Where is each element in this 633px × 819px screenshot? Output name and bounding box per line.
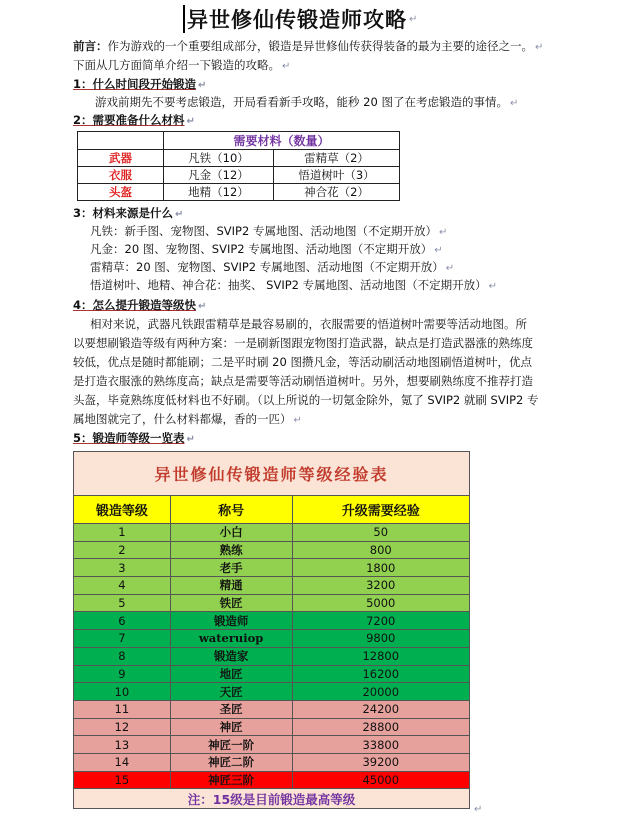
- paragraph-line: [73, 354, 532, 371]
- material-1: 地精（12）: [164, 184, 274, 201]
- paragraph-mark-icon: ↵: [409, 13, 418, 25]
- title-cell: 精通: [170, 577, 292, 595]
- paragraph-mark-icon: ↵: [186, 116, 195, 127]
- title-cell: 锻造师: [170, 612, 292, 630]
- paragraph-text: 以要想刷锻造等级有两种方案：一是刷新图跟宠物图打造武器，缺点是打造武器涨的熟练度: [73, 336, 533, 350]
- title-cell: 小白: [170, 524, 292, 542]
- text-cursor: [183, 5, 185, 33]
- material-category: 武器: [78, 150, 164, 167]
- paragraph-mark-icon: ↵: [445, 263, 455, 274]
- paragraph-line: [73, 392, 539, 409]
- paragraph-text: 是打造衣服涨的熟练度高；缺点是需要等活动刷悟道树叶。另外，想要刷熟练度不推荐打造: [73, 374, 533, 388]
- paragraph-line: [73, 373, 533, 390]
- level-cell: 6: [74, 612, 171, 630]
- exp-cell: 3200: [292, 577, 470, 595]
- table-row: [74, 630, 470, 648]
- table-row: [74, 524, 470, 542]
- source-line: [90, 241, 443, 259]
- paragraph-mark-icon: ↵: [488, 281, 498, 292]
- exp-cell: 1800: [292, 559, 470, 577]
- exp-cell: 20000: [292, 683, 470, 701]
- paragraph-mark-icon: ↵: [293, 415, 302, 426]
- source-text: 雷精草：20 图、宠物图、SVIP2 专属地图、活动地图（不定期开放）: [90, 260, 444, 274]
- title-cell: wateruiop: [170, 630, 292, 648]
- source-line: [90, 277, 497, 295]
- level-cell: 1: [74, 524, 171, 542]
- table-row: [74, 683, 470, 701]
- level-cell: 10: [74, 683, 171, 701]
- column-header: 锻造等级: [74, 496, 171, 524]
- table-row: [74, 700, 470, 718]
- title-cell: 老手: [170, 559, 292, 577]
- table-row: [74, 753, 470, 771]
- table-row: [74, 541, 470, 559]
- level-table: [73, 451, 470, 809]
- table-row: [74, 647, 470, 665]
- level-cell: 5: [74, 594, 171, 612]
- intro-text-2: 下面从几方面简单介绍一下锻造的攻略。: [73, 58, 280, 72]
- paragraph-text: 相对来说，武器凡铁跟雷精草是最容易刷的，衣服需要的悟道树叶需要等活动地图。所: [90, 317, 527, 331]
- title-cell: 锻造家: [170, 647, 292, 665]
- title-cell: 神匠二阶: [170, 753, 292, 771]
- table-row: [74, 577, 470, 595]
- section-5-heading: [73, 430, 195, 448]
- section-1-text: [95, 94, 518, 112]
- paragraph-mark-icon: ↵: [282, 61, 291, 72]
- source-text: 悟道树叶、地精、神合花：抽奖、 SVIP2 专属地图、活动地图（不定期开放）: [90, 278, 487, 292]
- paragraph-mark-icon: ↵: [198, 80, 207, 91]
- level-table-note: 注：15级是目前锻造最高等级: [74, 789, 470, 809]
- source-line: [90, 223, 447, 241]
- section-1-heading: [73, 76, 206, 94]
- title-cell: 地匠: [170, 665, 292, 683]
- level-cell: 11: [74, 700, 171, 718]
- materials-row: [78, 184, 400, 201]
- section-2-heading: [73, 112, 195, 130]
- paragraph-line: [90, 316, 527, 333]
- exp-cell: 12800: [292, 647, 470, 665]
- exp-cell: 16200: [292, 665, 470, 683]
- materials-table-header: 需要材料（数量）: [164, 132, 400, 150]
- material-2: 神合花（2）: [274, 184, 400, 201]
- section-3-heading: [73, 205, 183, 223]
- level-cell: 14: [74, 753, 171, 771]
- level-table-title: 异世修仙传锻造师等级经验表: [74, 452, 470, 496]
- level-cell: 4: [74, 577, 171, 595]
- source-text: 凡铁：新手图、宠物图、SVIP2 专属地图、活动地图（不定期开放）: [90, 224, 437, 238]
- exp-cell: 50: [292, 524, 470, 542]
- paragraph-text: 较低，优点是随时都能刷；二是平时刷 20 图攒凡金，等活动刷活动地图刷悟道树叶，优点: [73, 355, 532, 369]
- materials-table: [77, 131, 400, 201]
- level-table-header-row: [74, 496, 470, 524]
- intro-text-1: 作为游戏的一个重要组成部分，锻造是异世修仙传获得装备的最为主要的途径之一。: [107, 39, 533, 53]
- table-row: [74, 771, 470, 789]
- section-5-heading-text: 5：锻造师等级一览表: [73, 431, 185, 445]
- title-cell: 圣匠: [170, 700, 292, 718]
- material-2: 雷精草（2）: [274, 150, 400, 167]
- title-cell: 神匠: [170, 718, 292, 736]
- paragraph-mark-icon: ↵: [535, 42, 544, 53]
- paragraph-text: 属地图就完了，什么材料都爆，香的一匹）: [73, 412, 292, 426]
- table-row: [74, 718, 470, 736]
- level-cell: 2: [74, 541, 171, 559]
- paragraph-line: [73, 411, 302, 429]
- column-header: 升级需要经验: [292, 496, 470, 524]
- table-row: [74, 559, 470, 577]
- section-3-heading-text: 3：材料来源是什么: [73, 206, 174, 220]
- paragraph-mark-icon: ↵: [438, 227, 448, 238]
- intro-line-1: [73, 38, 543, 56]
- level-cell: 12: [74, 718, 171, 736]
- section-4-heading: [73, 297, 206, 315]
- page-title: 异世修仙传锻造师攻略: [187, 8, 407, 32]
- level-cell: 15: [74, 771, 171, 789]
- section-4-heading-text: 4：怎么提升锻造等级快: [73, 298, 197, 312]
- exp-cell: 24200: [292, 700, 470, 718]
- materials-table-corner: [78, 132, 164, 150]
- intro-label: 前言：: [73, 39, 108, 53]
- material-category: 衣服: [78, 167, 164, 184]
- source-line: [90, 259, 454, 277]
- column-header: 称号: [170, 496, 292, 524]
- material-1: 凡铁（10）: [164, 150, 274, 167]
- paragraph-mark-icon: ↵: [509, 98, 519, 109]
- material-1: 凡金（12）: [164, 167, 274, 184]
- title-cell: 神匠一阶: [170, 736, 292, 754]
- exp-cell: 33800: [292, 736, 470, 754]
- section-1-heading-text: 1：什么时间段开始锻造: [73, 77, 197, 91]
- exp-cell: 28800: [292, 718, 470, 736]
- paragraph-mark-icon: ↵: [186, 434, 195, 445]
- section-2-heading-text: 2：需要准备什么材料: [73, 113, 185, 127]
- title-cell: 天匠: [170, 683, 292, 701]
- paragraph-text: 头盔，毕竟熟练度低材料也不好刷。（以上所说的一切氪金除外，氪了 SVIP2 就刷 SVIP2 专: [73, 393, 539, 407]
- title-cell: 铁匠: [170, 594, 292, 612]
- exp-cell: 39200: [292, 753, 470, 771]
- paragraph-mark-icon: ↵: [434, 245, 443, 256]
- table-row: [74, 612, 470, 630]
- exp-cell: 800: [292, 541, 470, 559]
- table-row: [74, 665, 470, 683]
- materials-row: [78, 167, 400, 184]
- title-block: [183, 4, 417, 34]
- table-row: [74, 736, 470, 754]
- materials-row: [78, 150, 400, 167]
- material-2: 悟道树叶（3）: [274, 167, 400, 184]
- title-cell: 熟练: [170, 541, 292, 559]
- exp-cell: 5000: [292, 594, 470, 612]
- level-cell: 8: [74, 647, 171, 665]
- paragraph-mark-icon: ↵: [198, 301, 207, 312]
- level-cell: 7: [74, 630, 171, 648]
- exp-cell: 45000: [292, 771, 470, 789]
- level-cell: 3: [74, 559, 171, 577]
- exp-cell: 7200: [292, 612, 470, 630]
- level-cell: 13: [74, 736, 171, 754]
- source-text: 凡金：20 图、宠物图、SVIP2 专属地图、活动地图（不定期开放）: [90, 242, 433, 256]
- material-category: 头盔: [78, 184, 164, 201]
- level-cell: 9: [74, 665, 171, 683]
- paragraph-line: [73, 335, 533, 352]
- paragraph-mark-icon: ↵: [474, 804, 483, 815]
- table-row: [74, 594, 470, 612]
- title-cell: 神匠三阶: [170, 771, 292, 789]
- exp-cell: 9800: [292, 630, 470, 648]
- intro-line-2: [73, 57, 290, 75]
- section-1-body: 游戏前期先不要考虑锻造，开局看看新手攻略，能秒 20 图了在考虑锻造的事情。: [95, 95, 508, 109]
- paragraph-mark-icon: ↵: [175, 209, 184, 220]
